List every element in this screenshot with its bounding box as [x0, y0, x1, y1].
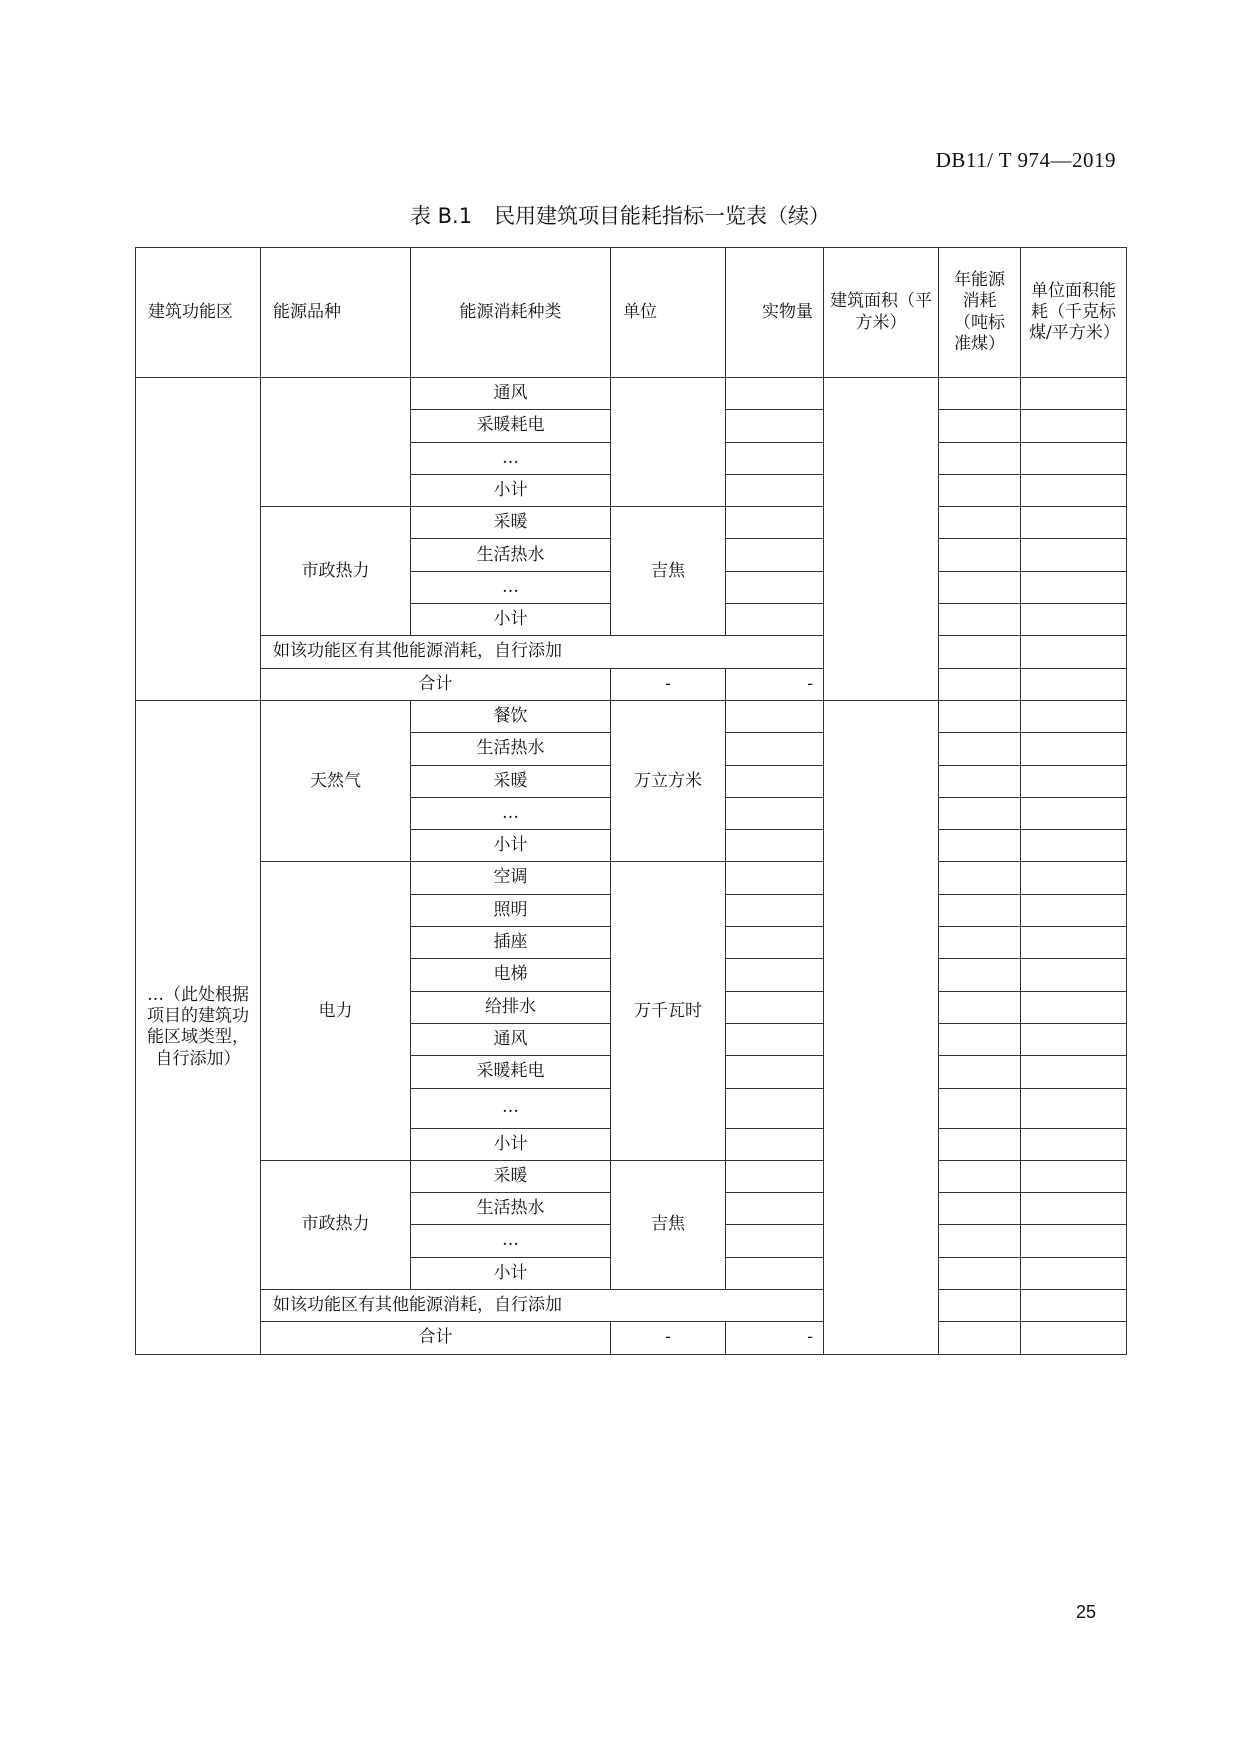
total-unit-dash: - [611, 668, 726, 700]
energy-type-cell: 市政热力 [261, 507, 411, 636]
unit-cell: 万立方米 [611, 700, 726, 861]
use-type-cell: 生活热水 [411, 733, 611, 765]
use-type-cell: 采暖 [411, 765, 611, 797]
use-type-cell: … [411, 442, 611, 474]
table-number: 表 B.1 [409, 204, 473, 228]
quantity-cell [726, 378, 824, 410]
table-row [136, 1160, 1127, 1192]
table-row [136, 378, 1127, 410]
use-type-cell: 生活热水 [411, 539, 611, 571]
table-row [136, 1290, 1127, 1322]
unit-cell: 吉焦 [611, 507, 726, 636]
energy-type-cell [261, 378, 411, 507]
col-header-quantity: 实物量 [726, 248, 824, 378]
table-row [136, 668, 1127, 700]
col-header-unit: 单位 [611, 248, 726, 378]
use-type-cell: … [411, 1225, 611, 1257]
use-type-cell: 小计 [411, 474, 611, 506]
page-number: 25 [1075, 1602, 1096, 1622]
use-type-cell: 空调 [411, 862, 611, 894]
use-type-cell: 生活热水 [411, 1193, 611, 1225]
unit-cell: 万千瓦时 [611, 862, 726, 1160]
zone-cell-2: …（此处根据项目的建筑功能区域类型，自行添加） [136, 700, 261, 1354]
use-type-cell: 通风 [411, 1023, 611, 1055]
col-header-intensity: 单位面积能耗（千克标煤/平方米） [1021, 248, 1127, 378]
energy-type-cell: 天然气 [261, 700, 411, 861]
total-label: 合计 [261, 1322, 611, 1354]
use-type-cell: … [411, 571, 611, 603]
use-type-cell: 小计 [411, 1257, 611, 1289]
zone-cell-1 [136, 378, 261, 701]
unit-cell: 吉焦 [611, 1160, 726, 1289]
table-row [136, 1322, 1127, 1354]
use-type-cell: … [411, 1088, 611, 1128]
col-header-area: 建筑面积（平方米） [824, 248, 939, 378]
use-type-cell: 餐饮 [411, 700, 611, 732]
other-energy-note: 如该功能区有其他能源消耗，自行添加 [261, 636, 824, 668]
col-header-energy-type: 能源品种 [261, 248, 411, 378]
table-row [136, 700, 1127, 732]
energy-type-cell: 电力 [261, 862, 411, 1160]
total-label: 合计 [261, 668, 611, 700]
col-header-annual: 年能源消耗（吨标准煤） [939, 248, 1021, 378]
energy-type-cell: 市政热力 [261, 1160, 411, 1289]
total-quantity-dash: - [726, 668, 824, 700]
intensity-cell [1021, 378, 1127, 410]
use-type-cell: 照明 [411, 894, 611, 926]
table-row [136, 507, 1127, 539]
use-type-cell: 插座 [411, 927, 611, 959]
area-cell [824, 378, 939, 701]
use-type-cell: 小计 [411, 1128, 611, 1160]
table-title [0, 200, 1240, 230]
document-code: DB11/ T 974—2019 [935, 148, 1116, 172]
use-type-cell: 采暖 [411, 507, 611, 539]
header-row [136, 248, 1127, 378]
col-header-use-type: 能源消耗种类 [411, 248, 611, 378]
area-cell [824, 700, 939, 1354]
use-type-cell: 电梯 [411, 959, 611, 991]
energy-index-table [135, 247, 1127, 1355]
use-type-cell: … [411, 797, 611, 829]
use-type-cell: 给排水 [411, 991, 611, 1023]
table-row [136, 636, 1127, 668]
use-type-cell: 通风 [411, 378, 611, 410]
use-type-cell: 采暖 [411, 1160, 611, 1192]
table-row [136, 862, 1127, 894]
use-type-cell: 小计 [411, 604, 611, 636]
unit-cell [611, 378, 726, 507]
annual-cell [939, 378, 1021, 410]
table-caption: 民用建筑项目能耗指标一览表（续） [494, 204, 831, 228]
total-unit-dash: - [611, 1322, 726, 1354]
total-quantity-dash: - [726, 1322, 824, 1354]
use-type-cell: 小计 [411, 830, 611, 862]
use-type-cell: 采暖耗电 [411, 1056, 611, 1088]
col-header-zone: 建筑功能区 [136, 248, 261, 378]
use-type-cell: 采暖耗电 [411, 410, 611, 442]
other-energy-note: 如该功能区有其他能源消耗，自行添加 [261, 1290, 824, 1322]
